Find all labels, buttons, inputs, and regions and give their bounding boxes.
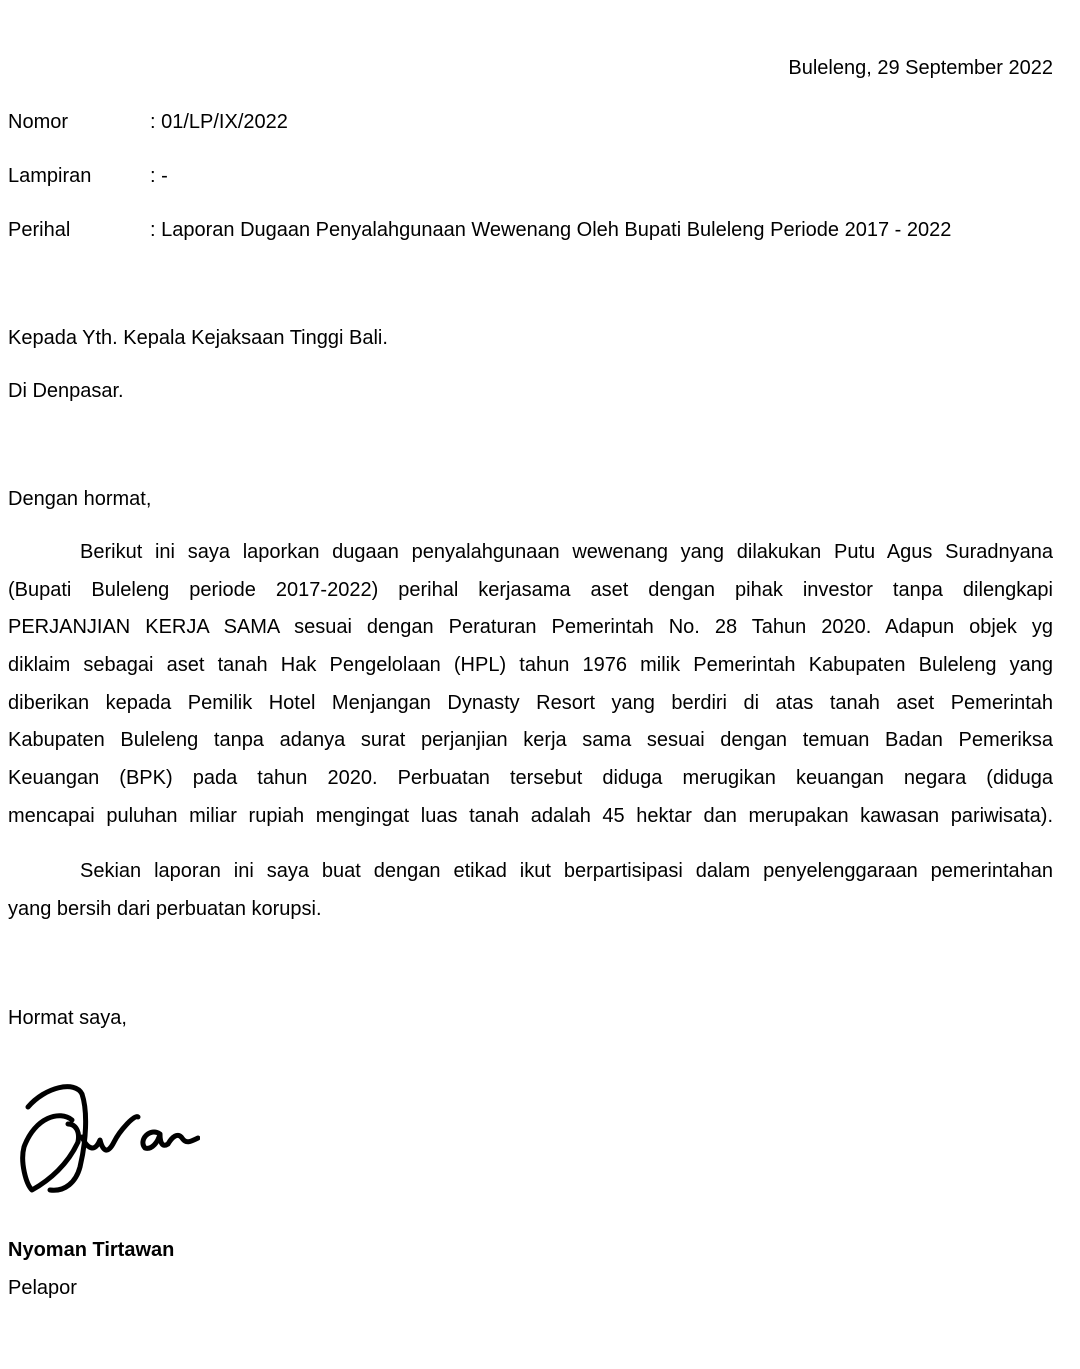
closing: Hormat saya, bbox=[8, 1007, 127, 1029]
paragraph-line: Kabupaten Buleleng tanpa adanya surat perjanjian kerja sama sesuai dengan temuan Badan Pemeriksa bbox=[8, 729, 1053, 752]
field-value-perihal: : Laporan Dugaan Penyalahgunaan Wewenang Oleh Bupati Buleleng Periode 2017 - 2022 bbox=[150, 219, 952, 241]
recipient-location: Di Denpasar. bbox=[8, 380, 124, 402]
paragraph-line: mencapai puluhan miliar rupiah mengingat luas tanah adalah 45 hektar dan merupakan kawasan pariwisata). bbox=[8, 804, 1053, 827]
paragraph-line: Sekian laporan ini saya buat dengan etikad ikut berpartisipasi dalam penyelenggaraan pemerintahan bbox=[80, 860, 1053, 882]
paragraph-line: Keuangan (BPK) pada tahun 2020. Perbuatan tersebut diduga merugikan keuangan negara (diduga bbox=[8, 767, 1053, 790]
paragraph-line: (Bupati Buleleng periode 2017-2022) perihal kerjasama aset dengan pihak investor tanpa dilengkapi bbox=[8, 578, 1053, 601]
field-label-perihal: Perihal bbox=[8, 219, 71, 241]
paragraph-line: diberikan kepada Pemilik Hotel Menjangan Dynasty Resort yang berdiri di atas tanah aset Pemerintah bbox=[8, 691, 1053, 714]
body-paragraph-1 bbox=[8, 540, 1053, 842]
field-value-nomor: : 01/LP/IX/2022 bbox=[150, 111, 288, 133]
recipient-line: Kepada Yth. Kepala Kejaksaan Tinggi Bali. bbox=[8, 327, 388, 349]
body-paragraph-2 bbox=[8, 859, 1053, 934]
paragraph-line: yang bersih dari perbuatan korupsi. bbox=[8, 897, 322, 920]
signer-role: Pelapor bbox=[8, 1277, 77, 1299]
field-label-lampiran: Lampiran bbox=[8, 165, 92, 187]
field-label-nomor: Nomor bbox=[8, 111, 69, 133]
field-value-lampiran: : - bbox=[150, 165, 168, 187]
salutation: Dengan hormat, bbox=[8, 488, 152, 510]
place-date: Buleleng, 29 September 2022 bbox=[788, 57, 1053, 79]
paragraph-line: PERJANJIAN KERJA SAMA sesuai dengan Peraturan Pemerintah No. 28 Tahun 2020. Adapun objek yg bbox=[8, 616, 1053, 639]
signer-name: Nyoman Tirtawan bbox=[8, 1239, 175, 1261]
signature-image bbox=[10, 1072, 200, 1197]
paragraph-line: Berikut ini saya laporkan dugaan penyalahgunaan wewenang yang dilakukan Putu Agus Suradnyana bbox=[80, 541, 1053, 563]
paragraph-line: diklaim sebagai aset tanah Hak Pengelolaan (HPL) tahun 1976 milik Pemerintah Kabupaten Buleleng yang bbox=[8, 654, 1053, 677]
